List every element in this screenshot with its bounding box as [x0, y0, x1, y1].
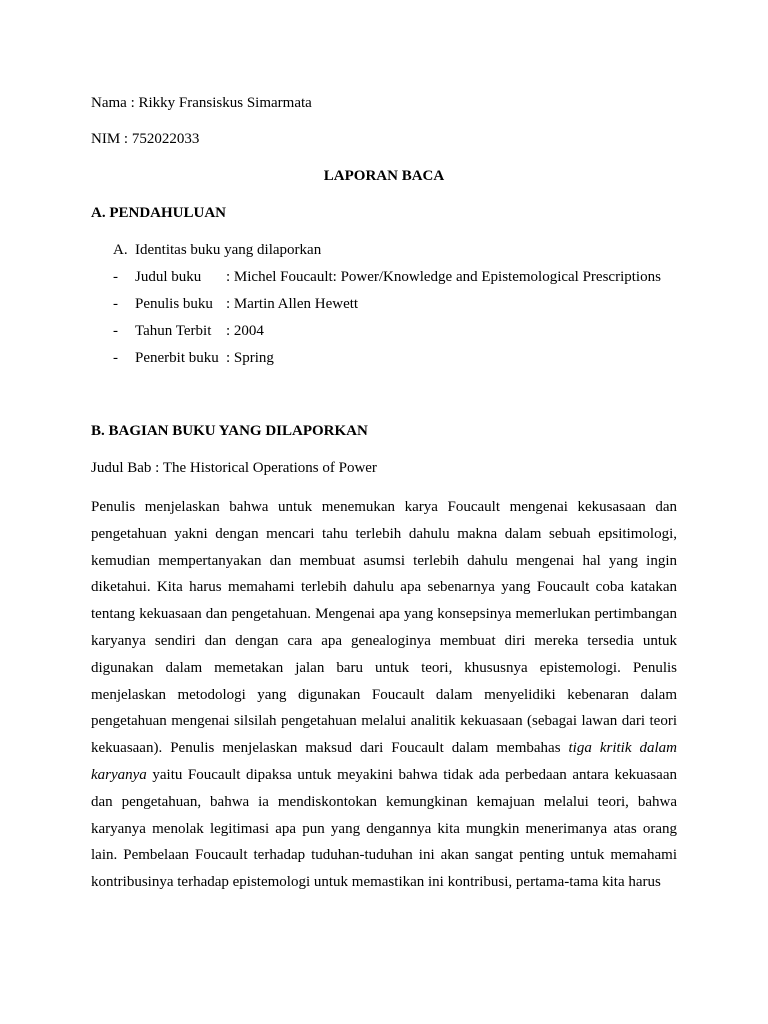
- list-item-value: : Spring: [226, 350, 274, 366]
- section-a-heading: A. PENDAHULUAN: [91, 205, 226, 221]
- list-item-label: Tahun Terbit: [135, 323, 212, 339]
- student-nim: NIM : 752022033: [91, 131, 200, 147]
- list-item-label: Penulis buku: [135, 296, 213, 312]
- body-paragraph: [91, 494, 677, 896]
- paragraph-italic-phrase: tiga kritik dalam karyanya: [91, 740, 677, 783]
- chapter-title: Judul Bab : The Historical Operations of Power: [91, 460, 377, 476]
- list-item: [113, 268, 661, 286]
- list-item-value: : Michel Foucault: Power/Knowledge and Epistemological Prescriptions: [226, 269, 661, 285]
- paragraph-text-2: yaitu Foucault dipaksa untuk meyakini bahwa tidak ada perbedaan antara kekuasaan dan pengetahuan, bahwa ia mendiskontokan kemungkinan kemajuan melalui teori, bahwa karyanya menolak legitimasi apa pun yang dengannya kita mungkin menerimanya atas orang lain. Pembelaan Foucault terhadap tuduhan-tuduhan ini akan sangat penting untuk memahami kontribusinya terhadap epistemologi untuk memastikan ini kontribusi, pertama-tama kita harus: [91, 766, 677, 891]
- list-item: [113, 295, 358, 313]
- list-item-label: Judul buku: [135, 269, 202, 285]
- list-item: [113, 322, 264, 340]
- list-intro: [113, 241, 321, 259]
- list-item-label: Penerbit buku: [135, 350, 219, 366]
- list-item-value: : Martin Allen Hewett: [226, 296, 359, 312]
- list-intro-marker: A.: [113, 242, 128, 258]
- paragraph-text-1: Penulis menjelaskan bahwa untuk menemukan karya Foucault mengenai kekusasaan dan pengetahuan yakni dengan mencari tahu terlebih dahulu makna dalam sebuah epsitimologi, kemudian mempertanyakan dan membuat asumsi terlebih dahulu mengenai hal yang ingin diketahui. Kita harus memahami terlebih dahulu apa sebenarnya yang Foucault coba katakan tentang kekuasaan dan pengetahuan. Mengenai apa yang konsepsinya memerlukan pertimbangan karyanya sendiri dan dengan cara apa genealoginya membuat diri mereka tersedia untuk digunakan dalam memetakan jalan baru untuk teori, khususnya epistemologi. Penulis menjelaskan metodologi yang digunakan Foucault dalam menyelidiki kebenaran dalam pengetahuan mengenai silsilah pengetahuan melalui analitik kekuasaan (sebagai lawan dari teori kekuasaan). Penulis menjelaskan maksud dari Foucault dalam membahas: [91, 499, 677, 757]
- list-intro-text: Identitas buku yang dilaporkan: [135, 242, 322, 258]
- document-title: LAPORAN BACA: [323, 168, 445, 184]
- list-item-marker: -: [113, 323, 118, 339]
- student-name: Nama : Rikky Fransiskus Simarmata: [91, 95, 312, 111]
- list-item-value: : 2004: [226, 323, 264, 339]
- list-item-marker: -: [113, 296, 118, 312]
- list-item: [113, 349, 274, 367]
- list-item-marker: -: [113, 269, 118, 285]
- list-item-marker: -: [113, 350, 118, 366]
- section-b-heading: B. BAGIAN BUKU YANG DILAPORKAN: [91, 423, 368, 439]
